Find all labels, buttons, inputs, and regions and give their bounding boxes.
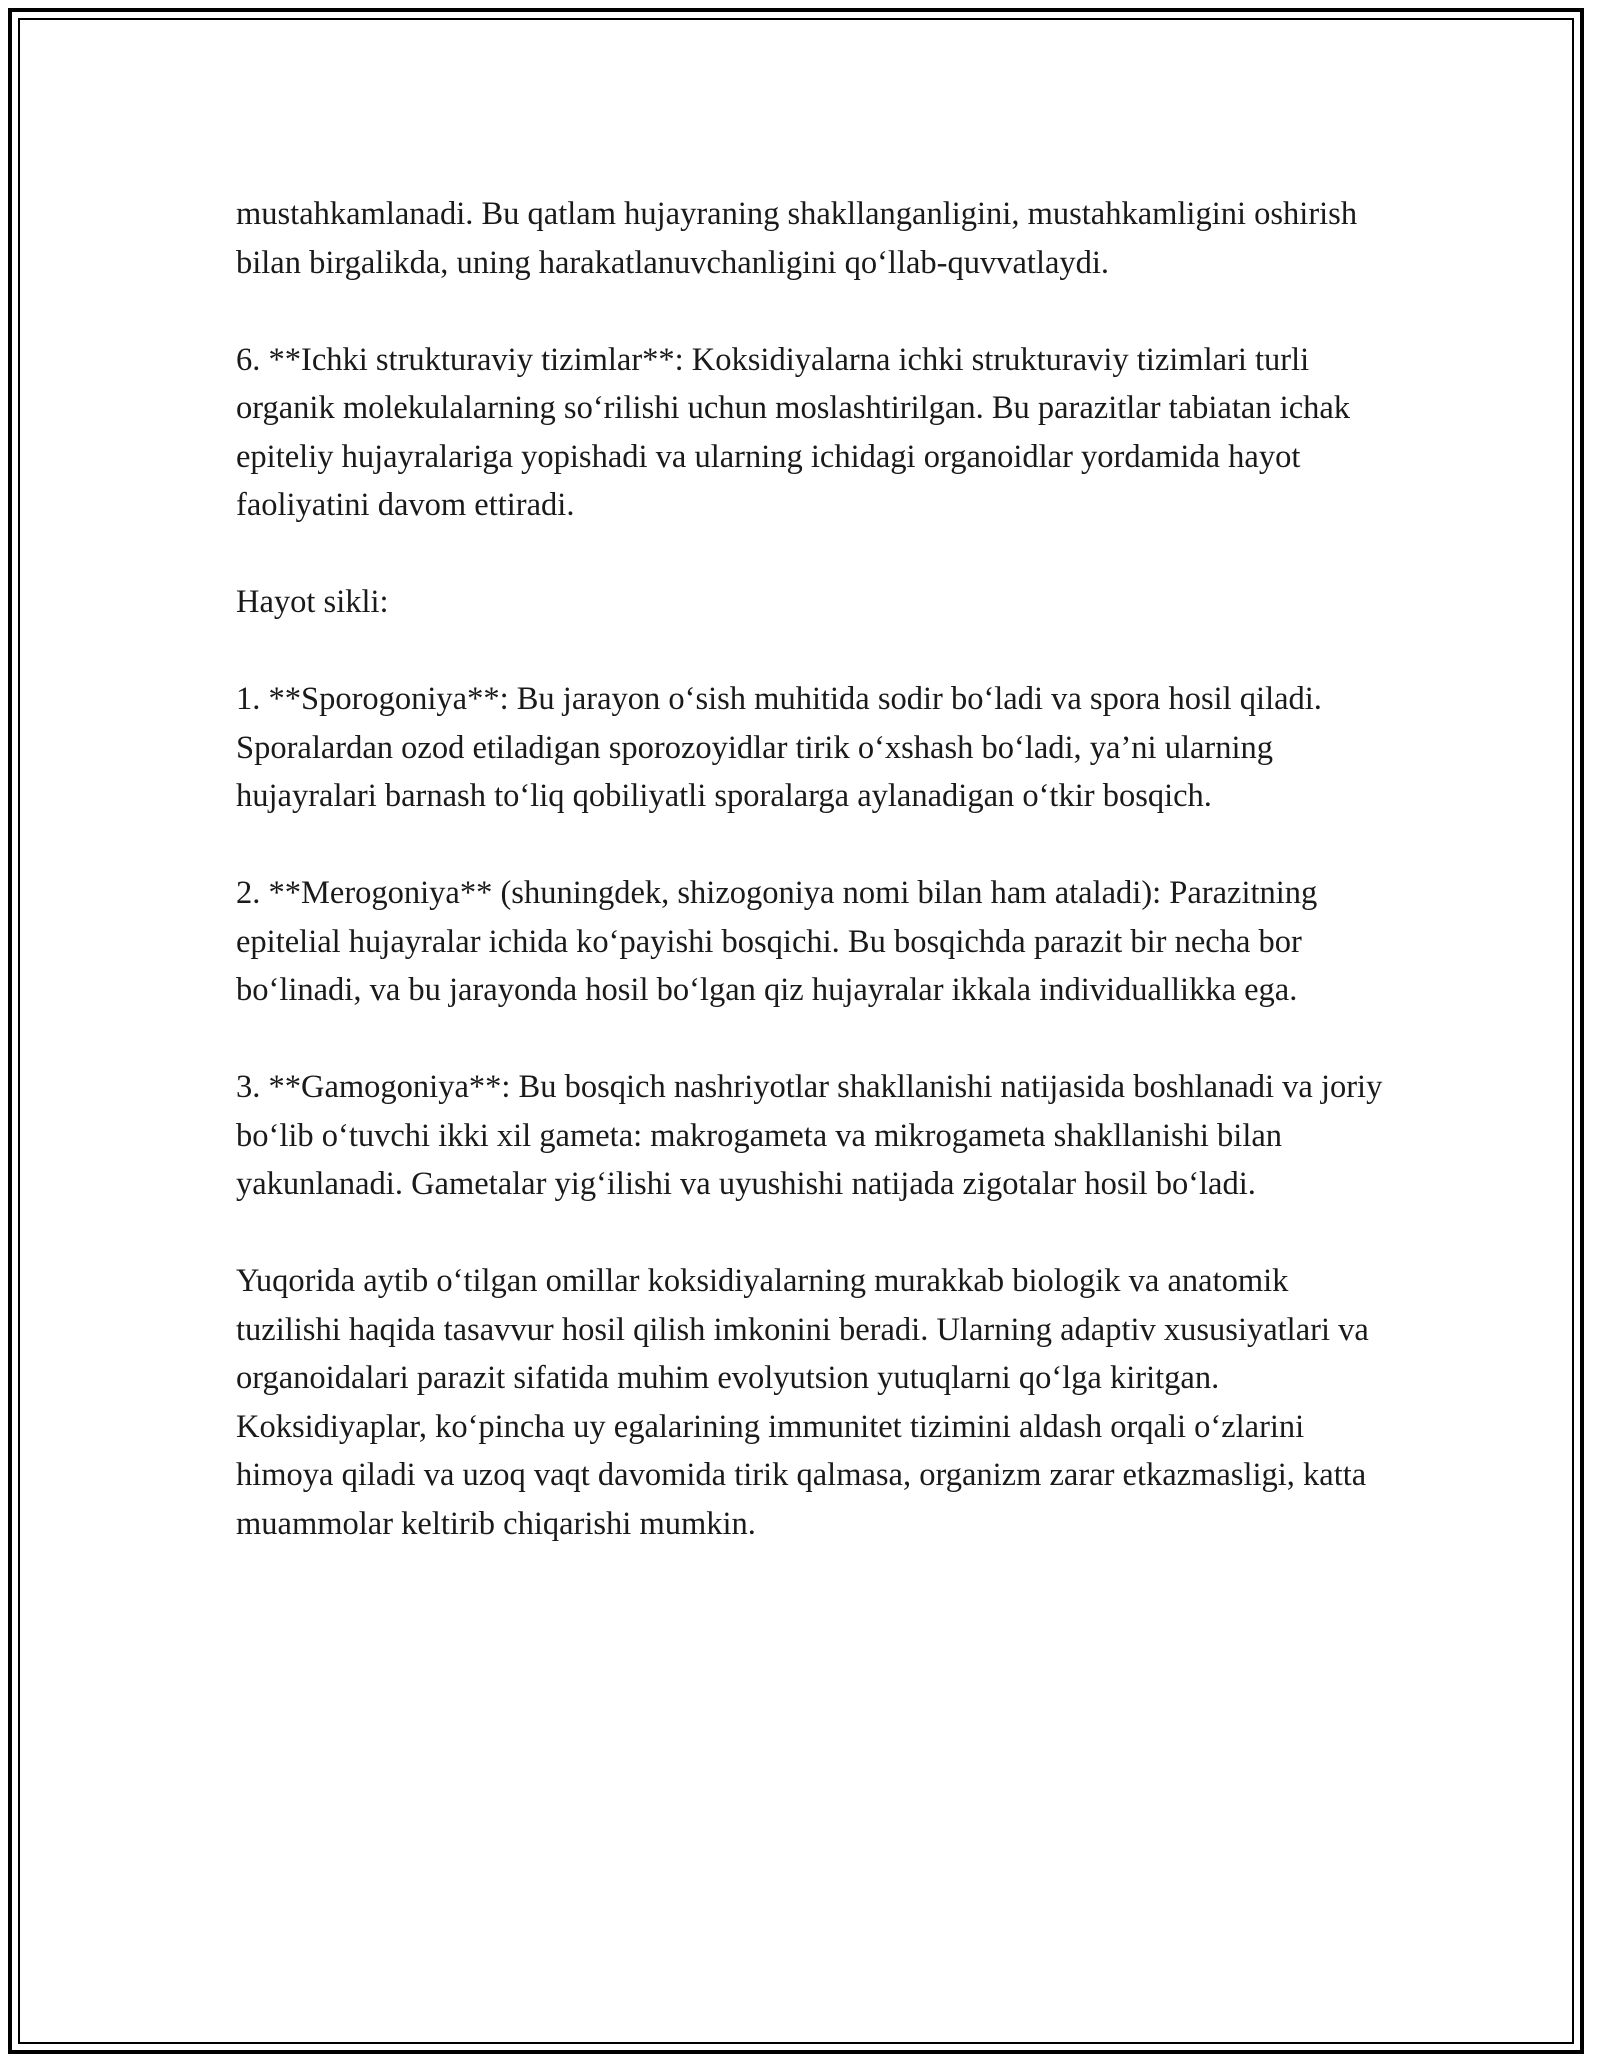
paragraph-conclusion: Yuqorida aytib o‘tilgan omillar koksidiyalarning murakkab biologik va anatomik tuzilishi haqida tasavvur hosil qilish imkonini beradi. Ularning adaptiv xususiyatlari va organoidalari parazit sifatida muhim evolyutsion yutuqlarni qo‘lga kiritgan. Koksidiyaplar, ko‘pincha uy egalarining immunitet tizimini aldash orqali o‘zlarini himoya qiladi va uzoq vaqt davomida tirik qalmasa, organizm zarar etkazmasligi, katta muammolar keltirib chiqarishi mumkin.: [236, 1263, 1369, 1542]
document-body: [236, 190, 1386, 1548]
heading-life-cycle: Hayot sikli:: [236, 584, 389, 620]
paragraph-merogony: 2. **Merogoniya** (shuningdek, shizogoniya nomi bilan ham ataladi): Parazitning epitelial hujayralar ichida ko‘payishi bosqichi. Bu bosqichda parazit bir necha bor bo‘linadi, va bu jarayonda hosil bo‘lgan qiz hujayralar ikkala individuallikka ega.: [236, 875, 1318, 1008]
paragraph-gamogony: 3. **Gamogoniya**: Bu bosqich nashriyotlar shakllanishi natijasida boshlanadi va joriy bo‘lib o‘tuvchi ikki xil gameta: makrogameta va mikrogameta shakllanishi bilan yakunlanadi. Gametalar yig‘ilishi va uyushishi natijada zigotalar hosil bo‘ladi.: [236, 1069, 1383, 1202]
paragraph-cell-wall-continuation: mustahkamlanadi. Bu qatlam hujayraning shakllanganligini, mustahkamligini oshirish bilan birgalikda, uning harakatlanuvchanligini qo‘llab-quvvatlaydi.: [236, 196, 1358, 281]
paragraph-internal-structures: 6. **Ichki strukturaviy tizimlar**: Koksidiyalarna ichki strukturaviy tizimlari turli organik molekulalarning so‘rilishi uchun moslashtirilgan. Bu parazitlar tabiatan ichak epiteliy hujayralariga yopishadi va ularning ichidagi organoidlar yordamida hayot faoliyatini davom ettiradi.: [236, 341, 1351, 523]
paragraph-sporogony: 1. **Sporogoniya**: Bu jarayon o‘sish muhitida sodir bo‘ladi va spora hosil qiladi. Sporalardan ozod etiladigan sporozoyidlar tirik o‘xshash bo‘ladi, ya’ni ularning hujayralari barnash to‘liq qobiliyatli sporalarga aylanadigan o‘tkir bosqich.: [236, 681, 1322, 814]
